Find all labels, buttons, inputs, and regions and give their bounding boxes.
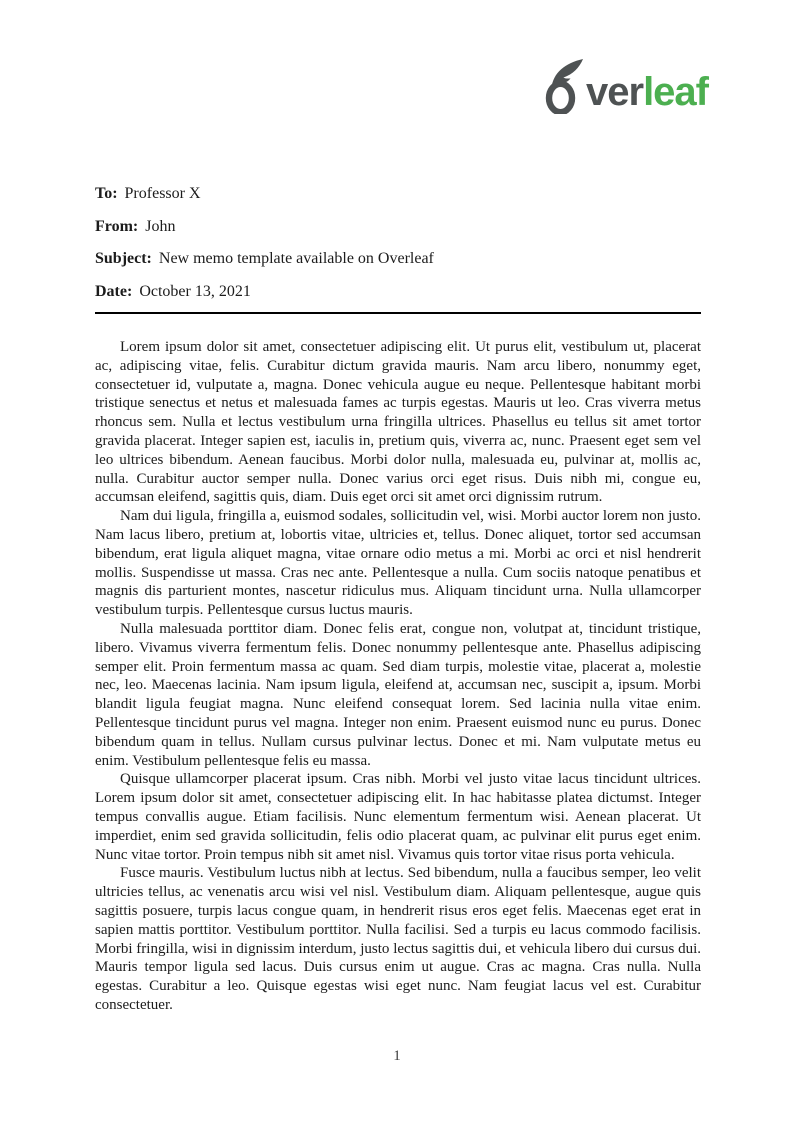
memo-field-value: October 13, 2021 [139,282,251,300]
memo-field-value: John [145,217,176,235]
body-paragraph: Fusce mauris. Vestibulum luctus nibh at lectus. Sed bibendum, nulla a faucibus semper, leo velit ultricies tellus, ac venenatis arcu wisi vel nisl. Vestibulum diam. Aliquam pellentesque, augue quis sagittis posuere, turpis lacus congue quam, in hendrerit risus eros eget felis. Maecenas eget erat in sapien mattis porttitor. Vestibulum porttitor. Nulla facilisi. Sed a turpis eu lacus commodo facilisis. Morbi fringilla, wisi in dignissim interdum, justo lectus sagittis dui, et vehicula libero dui cursus dui. Mauris tempor ligula sed lacus. Duis cursus enim ut augue. Cras ac magna. Cras nulla. Nulla egestas. Curabitur a leo. Quisque egestas wisi eget nunc. Nam feugiat lacus vel est. Curabitur consectetuer. [95,865,701,1013]
body-paragraph: Nam dui ligula, fringilla a, euismod sodales, sollicitudin vel, wisi. Morbi auctor lorem non justo. Nam lacus libero, pretium at, lobortis vitae, ultricies et, tellus. Donec aliquet, tortor sed accumsan bibendum, erat ligula aliquet magna, vitae ornare odio metus a mi. Morbi ac orci et nisl hendrerit mollis. Suspendisse ut massa. Cras nec ante. Pellentesque a nulla. Cum sociis natoque penatibus et magnis dis parturient montes, nascetur ridiculus mus. Aliquam tincidunt urna. Nulla ullamcorper vestibulum turpis. Pellentesque cursus luctus mauris. [95,508,701,619]
body-paragraph: Lorem ipsum dolor sit amet, consectetuer adipiscing elit. Ut purus elit, vestibulum ut, placerat ac, adipiscing vitae, felis. Curabitur dictum gravida mauris. Nam arcu libero, nonummy eget, consectetuer id, vulputate a, magna. Donec vehicula augue eu neque. Pellentesque habitant morbi tristique senectus et netus et malesuada fames ac turpis egestas. Mauris ut leo. Cras viverra metus rhoncus sem. Nulla et lectus vestibulum urna fringilla ultrices. Phasellus eu tellus sit amet tortor gravida placerat. Integer sapien est, iaculis in, pretium quis, viverra ac, nunc. Praesent eget sem vel leo ultrices bibendum. Aenean faucibus. Morbi dolor nulla, malesuada eu, pulvinar at, mollis ac, nulla. Curabitur auctor semper nulla. Donec varius orci eget risus. Duis nibh mi, congue eu, accumsan eleifend, sagittis quis, diam. Duis eget orci sit amet orci dignissim rutrum. [95,339,701,506]
overleaf-o-leaf-icon [545,58,585,114]
memo-field-from [95,211,701,244]
memo-field-label: Date: [95,282,133,300]
memo-field-label: From: [95,217,139,235]
memo-field-value: Professor X [124,185,201,202]
memo-field-to [95,178,701,211]
body-paragraph: Quisque ullamcorper placerat ipsum. Cras nibh. Morbi vel justo vitae lacus tincidunt ultrices. Lorem ipsum dolor sit amet, consectetuer adipiscing elit. In hac habitasse platea dictumst. Integer tempus convallis augue. Etiam facilisis. Nunc elementum fermentum wisi. Aenean placerat. Ut imperdiet, enim sed gravida sollicitudin, felis odio placerat quam, ac pulvinar elit purus eget enim. Nunc vitae tortor. Proin tempus nibh sit amet nisl. Vivamus quis tortor vitae risus porta vehicula. [95,771,701,863]
memo-field-label: Subject: [95,250,152,267]
memo-field-label: To: [95,185,118,202]
memo-divider-rule [95,312,701,314]
overleaf-logo [545,58,708,114]
memo-header [95,178,701,308]
memo-body [95,338,701,1015]
memo-field-value: New memo template available on Overleaf [158,250,434,267]
page-number: 1 [393,1048,401,1064]
overleaf-wordmark [586,70,708,114]
memo-field-date [95,276,701,309]
memo-field-subject [95,243,701,276]
logo-text-green: leaf [643,70,708,114]
logo-text-gray: ver [586,70,644,114]
body-paragraph: Nulla malesuada porttitor diam. Donec felis erat, congue non, volutpat at, tincidunt tristique, libero. Vivamus viverra fermentum felis. Donec nonummy pellentesque ante. Phasellus adipiscing semper elit. Proin fermentum massa ac quam. Sed diam turpis, molestie vitae, placerat a, molestie nec, leo. Maecenas lacinia. Nam ipsum ligula, eleifend at, accumsan nec, suscipit a, ipsum. Morbi blandit ligula feugiat magna. Nunc eleifend consequat lorem. Sed lacinia nulla vitae enim. Pellentesque tincidunt purus vel magna. Integer non enim. Praesent euismod nunc eu purus. Donec bibendum quam in tellus. Nullam cursus pulvinar lectus. Donec et mi. Nam vulputate metus eu enim. Vestibulum pellentesque felis eu massa. [95,620,701,769]
